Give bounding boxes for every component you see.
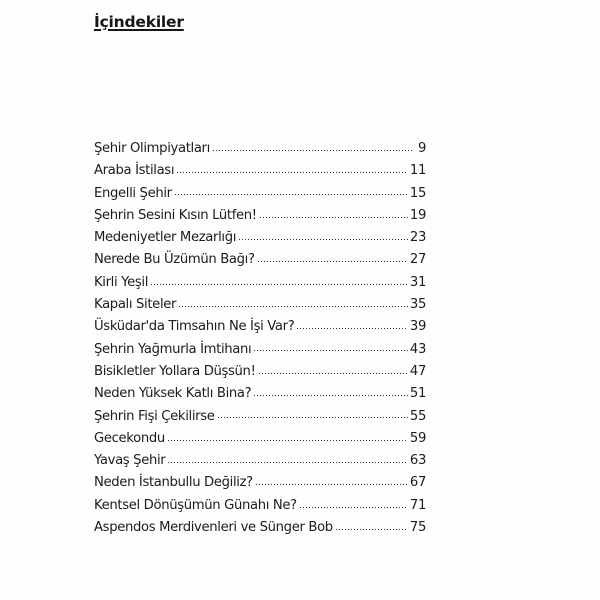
dot-leader xyxy=(296,318,408,330)
toc-entry[interactable] xyxy=(94,339,426,361)
toc-entry-page: 39 xyxy=(409,319,426,335)
toc-entry-page: 35 xyxy=(409,297,426,313)
toc-entry-page: 11 xyxy=(409,163,426,179)
dot-leader xyxy=(212,140,414,152)
dot-leader xyxy=(167,452,408,464)
toc-entry-label: Gecekondu xyxy=(94,430,165,446)
dot-leader xyxy=(253,385,408,397)
toc-entry-label: Nerede Bu Üzümün Bağı? xyxy=(94,252,255,268)
toc-entry-label: Neden İstanbullu Değiliz? xyxy=(94,475,253,491)
toc-entry-label: Şehrin Sesini Kısın Lütfen! xyxy=(94,207,257,223)
toc-entry[interactable] xyxy=(94,294,426,316)
dot-leader xyxy=(335,519,408,531)
dot-leader xyxy=(174,185,408,197)
dot-leader xyxy=(257,251,408,263)
toc-entry-page: 51 xyxy=(409,386,426,402)
dot-leader xyxy=(299,497,408,509)
dot-leader xyxy=(217,408,408,420)
toc-entry-page: 27 xyxy=(409,252,426,268)
dot-leader xyxy=(150,274,408,286)
toc-title: İçindekiler xyxy=(94,13,184,31)
toc-entry[interactable] xyxy=(94,450,426,472)
toc-entry[interactable] xyxy=(94,316,426,338)
toc-entry[interactable] xyxy=(94,205,426,227)
toc-entry[interactable] xyxy=(94,383,426,405)
toc-entry-page: 63 xyxy=(409,453,426,469)
toc-entry[interactable] xyxy=(94,272,426,294)
toc-entry[interactable] xyxy=(94,227,426,249)
toc-entry-page: 75 xyxy=(409,520,426,536)
toc-list xyxy=(94,138,426,539)
toc-entry[interactable] xyxy=(94,138,426,160)
toc-entry-label: Şehir Olimpiyatları xyxy=(94,141,210,156)
toc-entry-page: 43 xyxy=(409,341,426,357)
toc-entry-label: Üsküdar'da Timsahın Ne İşi Var? xyxy=(94,319,295,335)
toc-entry-page: 9 xyxy=(417,141,426,156)
toc-entry-label: Bisikletler Yollara Düşsün! xyxy=(94,363,256,379)
toc-entry-label: Kapalı Siteler xyxy=(94,297,177,313)
toc-entry[interactable] xyxy=(94,160,426,182)
dot-leader xyxy=(178,296,408,308)
dot-leader xyxy=(255,474,408,486)
toc-entry-page: 31 xyxy=(409,274,426,290)
toc-entry[interactable] xyxy=(94,361,426,383)
toc-entry-page: 15 xyxy=(409,185,426,201)
toc-entry-label: Engelli Şehir xyxy=(94,185,172,201)
toc-entry-label: Şehrin Yağmurla İmtihanı xyxy=(94,341,252,357)
toc-entry-label: Yavaş Şehir xyxy=(94,453,166,469)
toc-entry-label: Neden Yüksek Katlı Bina? xyxy=(94,386,252,402)
toc-entry[interactable] xyxy=(94,428,426,450)
toc-entry-label: Kentsel Dönüşümün Günahı Ne? xyxy=(94,497,297,513)
toc-entry-page: 55 xyxy=(409,408,426,424)
dot-leader xyxy=(167,430,408,442)
toc-entry-page: 59 xyxy=(409,430,426,446)
toc-entry-label: Medeniyetler Mezarlığı xyxy=(94,230,237,246)
toc-entry-page: 23 xyxy=(409,230,426,246)
toc-entry-label: Şehrin Fişi Çekilirse xyxy=(94,408,215,424)
toc-entry[interactable] xyxy=(94,472,426,494)
toc-entry-page: 71 xyxy=(409,497,426,513)
toc-entry-label: Aspendos Merdivenleri ve Sünger Bob xyxy=(94,520,333,536)
toc-entry-page: 47 xyxy=(409,363,426,379)
toc-entry[interactable] xyxy=(94,183,426,205)
toc-entry[interactable] xyxy=(94,495,426,517)
toc-entry-label: Araba İstilası xyxy=(94,163,175,179)
dot-leader xyxy=(253,341,408,353)
dot-leader xyxy=(259,207,408,219)
toc-entry[interactable] xyxy=(94,406,426,428)
toc-entry[interactable] xyxy=(94,249,426,271)
toc-entry-page: 19 xyxy=(409,207,426,223)
toc-entry[interactable] xyxy=(94,517,426,539)
toc-entry-label: Kirli Yeşil xyxy=(94,274,149,290)
dot-leader xyxy=(176,162,408,174)
toc-entry-page: 67 xyxy=(409,475,426,491)
dot-leader xyxy=(258,363,408,375)
dot-leader xyxy=(238,229,408,241)
